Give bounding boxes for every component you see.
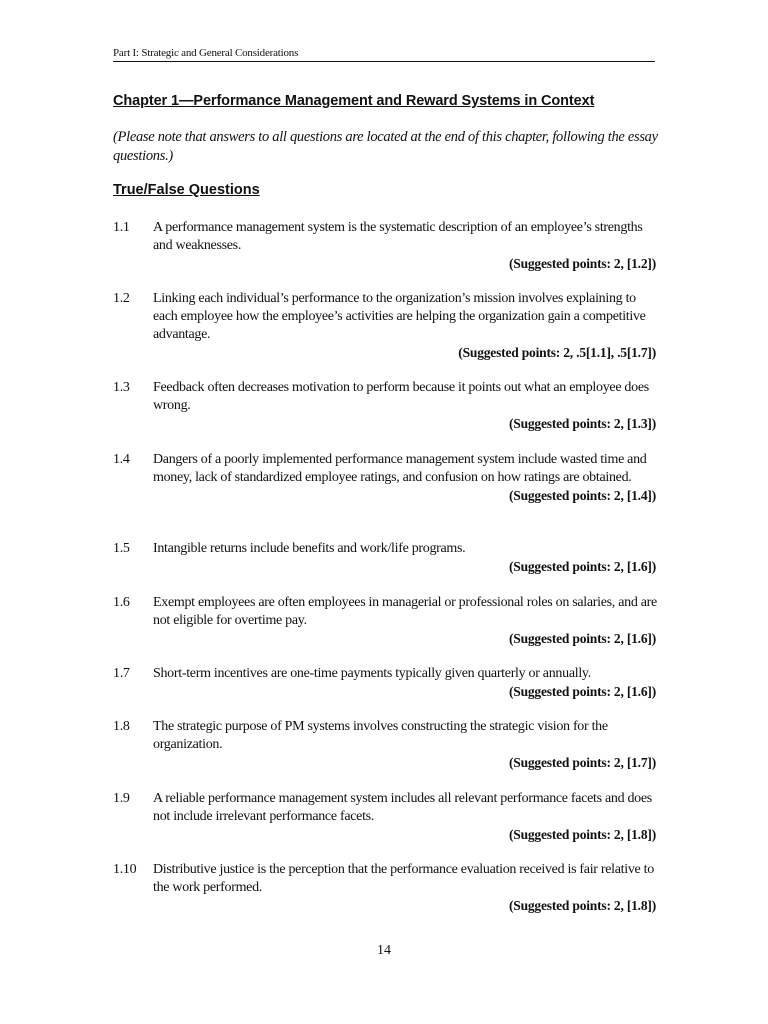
question-number: 1.5 bbox=[113, 541, 130, 556]
question-text: Intangible returns include benefits and work/life programs. bbox=[153, 541, 466, 556]
question-text: Short-term incentives are one-time payments typically given quarterly or annually. bbox=[153, 666, 591, 681]
question-text: Linking each individual’s performance to the organization’s mission involves explaining to each employee how the employee’s activities are helping the organization gain a competitive advantage. bbox=[153, 291, 646, 342]
question-1-1 bbox=[113, 219, 658, 273]
suggested-points: (Suggested points: 2, [1.8]) bbox=[508, 827, 656, 842]
question-number: 1.1 bbox=[113, 220, 130, 235]
question-text: A reliable performance management system includes all relevant performance facets and does not include irrelevant performance facets. bbox=[153, 791, 652, 824]
question-text: A performance management system is the systematic description of an employee’s strengths and weaknesses. bbox=[153, 220, 643, 253]
suggested-points: (Suggested points: 2, [1.6]) bbox=[508, 559, 656, 574]
suggested-points: (Suggested points: 2, [1.7]) bbox=[508, 755, 656, 770]
question-number: 1.7 bbox=[113, 666, 130, 681]
question-number: 1.4 bbox=[113, 452, 130, 467]
question-1-5 bbox=[113, 540, 658, 576]
question-number: 1.8 bbox=[113, 719, 130, 734]
question-1-4 bbox=[113, 451, 658, 505]
suggested-points: (Suggested points: 2, .5[1.1], .5[1.7]) bbox=[458, 345, 656, 360]
suggested-points: (Suggested points: 2, [1.3]) bbox=[508, 416, 656, 431]
page-number: 14 bbox=[377, 943, 391, 958]
chapter-title: Chapter 1—Performance Management and Reward Systems in Context bbox=[113, 93, 595, 109]
question-number: 1.3 bbox=[113, 380, 130, 395]
suggested-points: (Suggested points: 2, [1.8]) bbox=[508, 898, 656, 913]
question-text: The strategic purpose of PM systems involves constructing the strategic vision for the organization. bbox=[153, 719, 608, 752]
page-header: Part I: Strategic and General Considerations bbox=[113, 47, 655, 62]
suggested-points: (Suggested points: 2, [1.6]) bbox=[508, 631, 656, 646]
question-number: 1.9 bbox=[113, 791, 130, 806]
answers-note: (Please note that answers to all questions are located at the end of this chapter, following the essay questions.) bbox=[113, 129, 658, 164]
question-text: Distributive justice is the perception that the performance evaluation received is fair relative to the work performed. bbox=[153, 862, 654, 895]
question-1-7 bbox=[113, 665, 658, 701]
question-1-9 bbox=[113, 790, 658, 844]
question-text: Feedback often decreases motivation to perform because it points out what an employee does wrong. bbox=[153, 380, 649, 413]
section-title: True/False Questions bbox=[113, 182, 260, 198]
question-1-10 bbox=[113, 861, 658, 915]
question-text: Dangers of a poorly implemented performance management system include wasted time and money, lack of standardized employee ratings, and confusion on how ratings are obtained. bbox=[153, 452, 647, 485]
question-1-2 bbox=[113, 290, 658, 362]
question-1-8 bbox=[113, 718, 658, 772]
question-1-6 bbox=[113, 594, 658, 648]
suggested-points: (Suggested points: 2, [1.2]) bbox=[508, 256, 656, 271]
question-number: 1.6 bbox=[113, 595, 130, 610]
question-number: 1.2 bbox=[113, 291, 130, 306]
question-number: 1.10 bbox=[113, 862, 137, 877]
suggested-points: (Suggested points: 2, [1.4]) bbox=[508, 488, 656, 503]
suggested-points: (Suggested points: 2, [1.6]) bbox=[508, 684, 656, 699]
question-1-3 bbox=[113, 379, 658, 433]
question-text: Exempt employees are often employees in managerial or professional roles on salaries, and are not eligible for overtime pay. bbox=[153, 595, 657, 628]
